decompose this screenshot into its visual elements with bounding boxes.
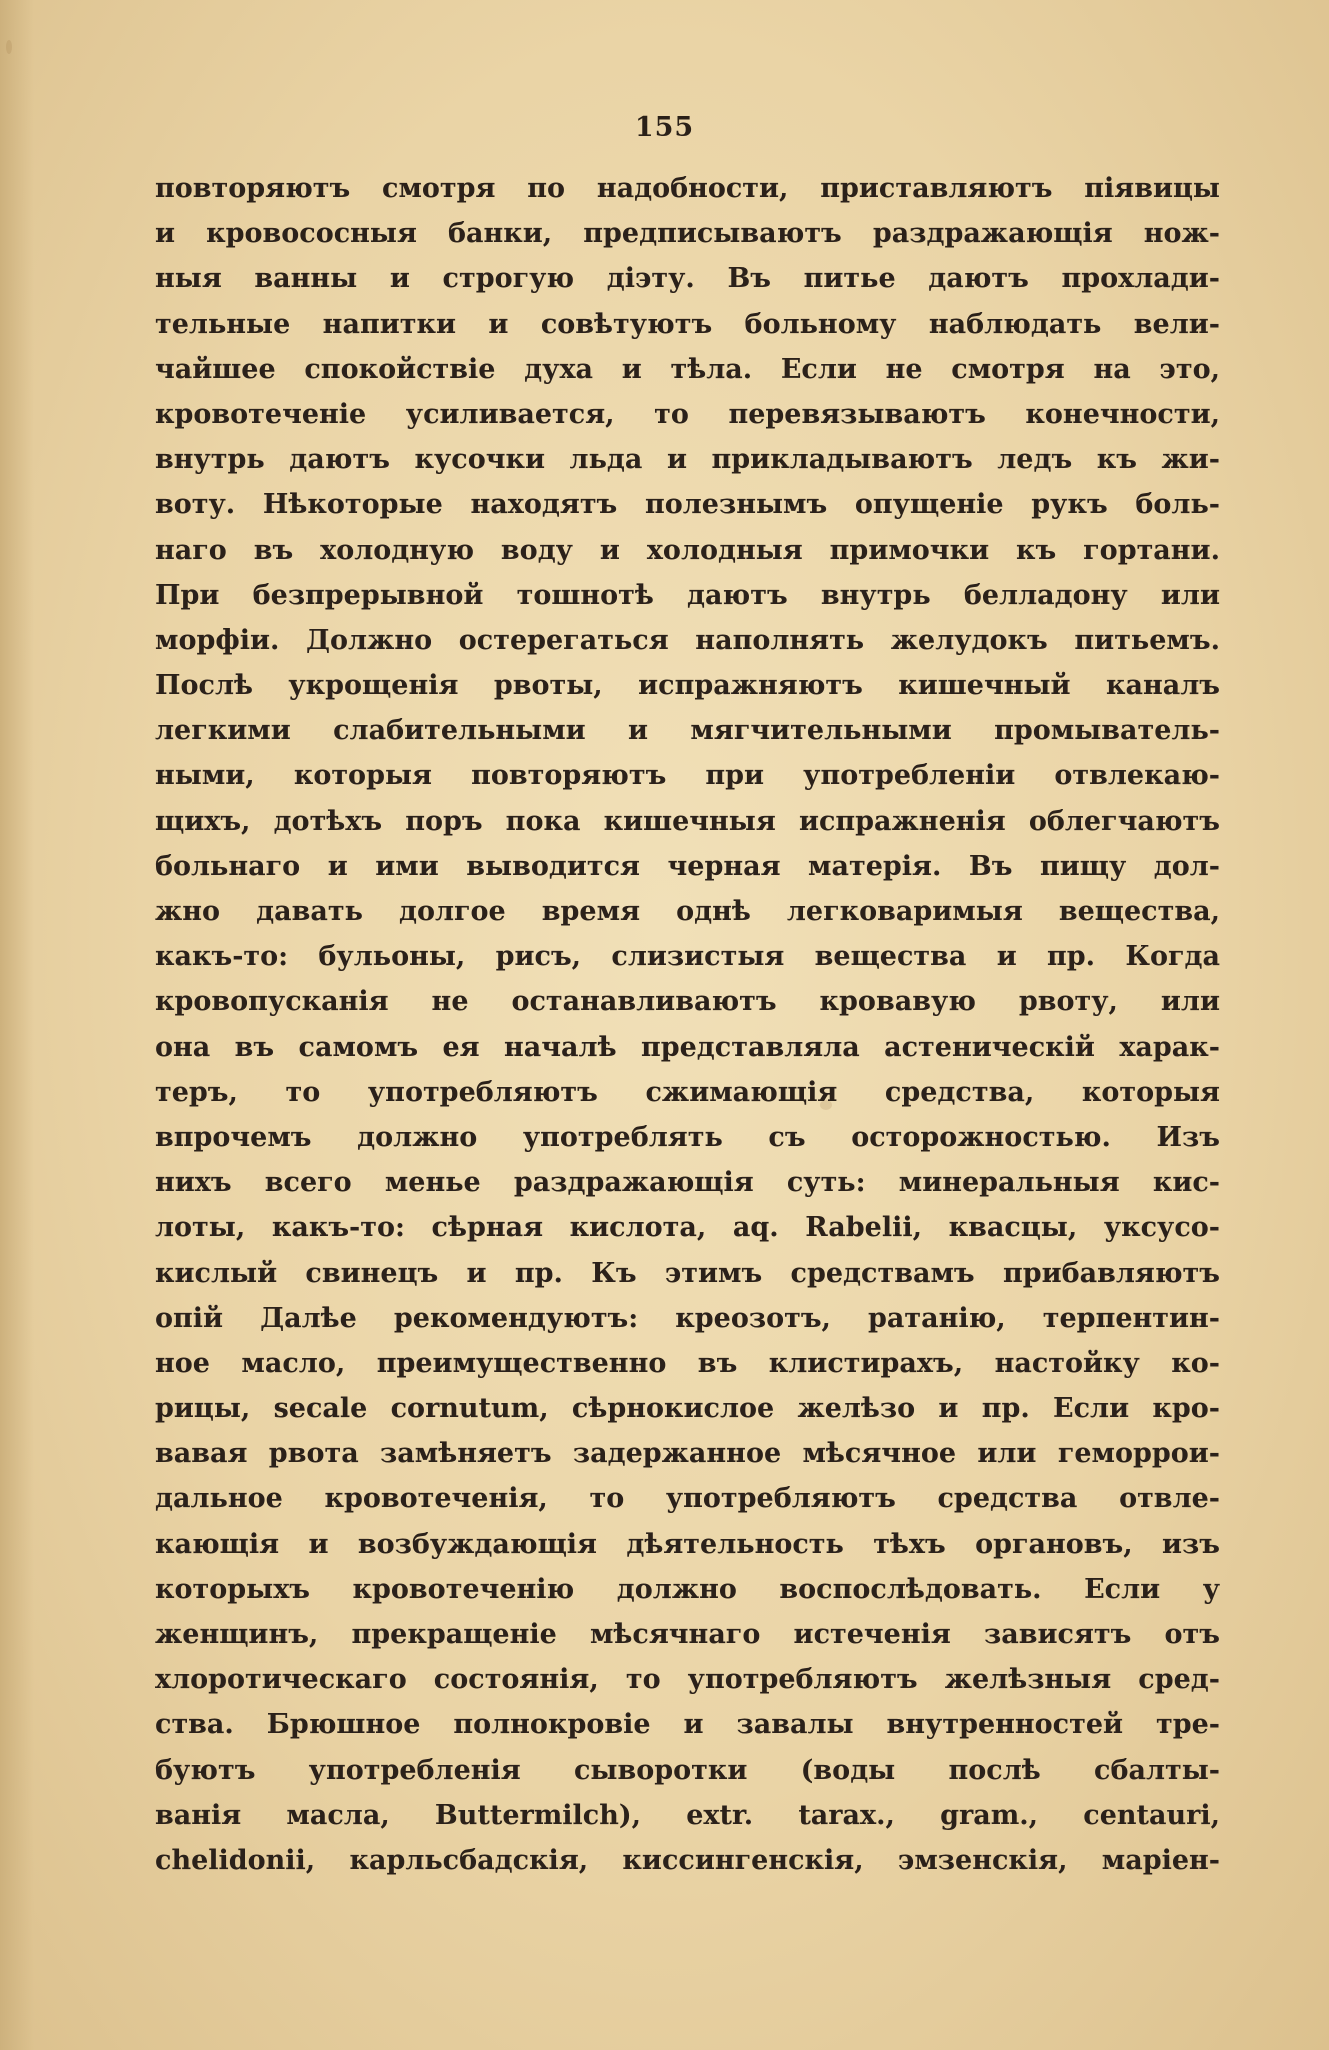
text-line: женщинъ, прекращеніе мѣсячнаго истеченія зависятъ отъ — [155, 1619, 1220, 1650]
text-line: чайшее спокойствіе духа и тѣла. Если не смотря на это, — [155, 353, 1220, 385]
text-line: щихъ, дотѣхъ поръ пока кишечныя испражненія облегчаютъ — [155, 805, 1220, 837]
text-line: кровотеченіе усиливается, то перевязываютъ конечности, — [155, 398, 1220, 430]
text-line: теръ, то употребляютъ сжимающія средства, которыя — [155, 1076, 1220, 1108]
text-line: ванія масла, Buttermilch), extr. tarax., gram., centauri, — [155, 1799, 1220, 1831]
text-line: кающія и возбуждающія дѣятельность тѣхъ органовъ, изъ — [155, 1528, 1220, 1560]
text-line: морфіи. Должно остерегаться наполнять желудокъ питьемъ. — [155, 624, 1220, 656]
text-line: легкими слабительными и мягчительными промыватель- — [155, 715, 1220, 747]
text-line: лоты, какъ-то: сѣрная кислота, aq. Rabelii, квасцы, уксусо- — [155, 1212, 1220, 1244]
text-line: наго въ холодную воду и холодныя примочки къ гортани. — [155, 534, 1220, 566]
text-line: внутрь даютъ кусочки льда и прикладываютъ ледъ къ жи- — [155, 444, 1220, 476]
text-line: опій Далѣе рекомендуютъ: креозотъ, ратанію, терпентин- — [155, 1302, 1220, 1334]
text-line: тельные напитки и совѣтуютъ больному наблюдать вели- — [155, 308, 1220, 340]
text-line: ное масло, преимущественно въ клистирахъ, настойку ко- — [155, 1347, 1220, 1379]
text-line: кровопусканія не останавливаютъ кровавую рвоту, или — [155, 986, 1220, 1018]
text-line: воту. Нѣкоторые находятъ полезнымъ опущеніе рукъ боль- — [155, 489, 1220, 521]
text-line: нихъ всего менье раздражающія суть: минеральныя кис- — [155, 1167, 1220, 1199]
text-line: вавая рвота замѣняетъ задержанное мѣсячное или геморрои- — [155, 1438, 1220, 1470]
text-line: Послѣ укрощенія рвоты, испражняютъ кишечный каналъ — [155, 670, 1220, 702]
text-line: рицы, secale cornutum, сѣрнокислое желѣзо и пр. Если кро- — [155, 1393, 1220, 1425]
text-line: которыхъ кровотеченію должно воспослѣдовать. Если у — [155, 1573, 1220, 1605]
text-line: ныя ванны и строгую діэту. Въ питье даютъ прохлади- — [155, 263, 1220, 295]
body-text — [155, 166, 1220, 1883]
page-number: 155 — [634, 112, 695, 143]
text-line: жно давать долгое время однѣ легковаримыя вещества, — [155, 896, 1220, 927]
text-line: При безпрерывной тошнотѣ даютъ внутрь белладону или — [155, 579, 1220, 611]
text-line: хлоротическаго состоянія, то употребляютъ желѣзныя сред- — [155, 1664, 1220, 1696]
text-line: она въ самомъ ея началѣ представляла астеническій харак- — [155, 1031, 1220, 1063]
text-line: повторяютъ смотря по надобности, приставляютъ піявицы — [155, 173, 1220, 204]
binding-shadow — [0, 0, 34, 2050]
text-line: кислый свинецъ и пр. Къ этимъ средствамъ прибавляютъ — [155, 1257, 1220, 1289]
text-line: ными, которыя повторяютъ при употребленіи отвлекаю- — [155, 760, 1220, 792]
paper-stain — [6, 40, 12, 54]
text-line: какъ-то: бульоны, рисъ, слизистыя вещества и пр. Когда — [155, 941, 1220, 973]
text-line: дальное кровотеченія, то употребляютъ средства отвле- — [155, 1483, 1220, 1515]
text-line: ства. Брюшное полнокровіе и завалы внутренностей тре- — [155, 1709, 1220, 1741]
text-line: впрочемъ должно употреблять съ осторожностью. Изъ — [155, 1121, 1220, 1153]
text-line: больнаго и ими выводится черная матерія. Въ пищу дол- — [155, 850, 1220, 882]
text-line: и кровососныя банки, предписываютъ раздражающія нож- — [155, 218, 1220, 250]
text-line: буютъ употребленія сыворотки (воды послѣ сбалты- — [155, 1754, 1220, 1786]
text-line: chelidonii, карльсбадскія, киссингенскія, эмзенскія, маріен- — [155, 1844, 1220, 1876]
